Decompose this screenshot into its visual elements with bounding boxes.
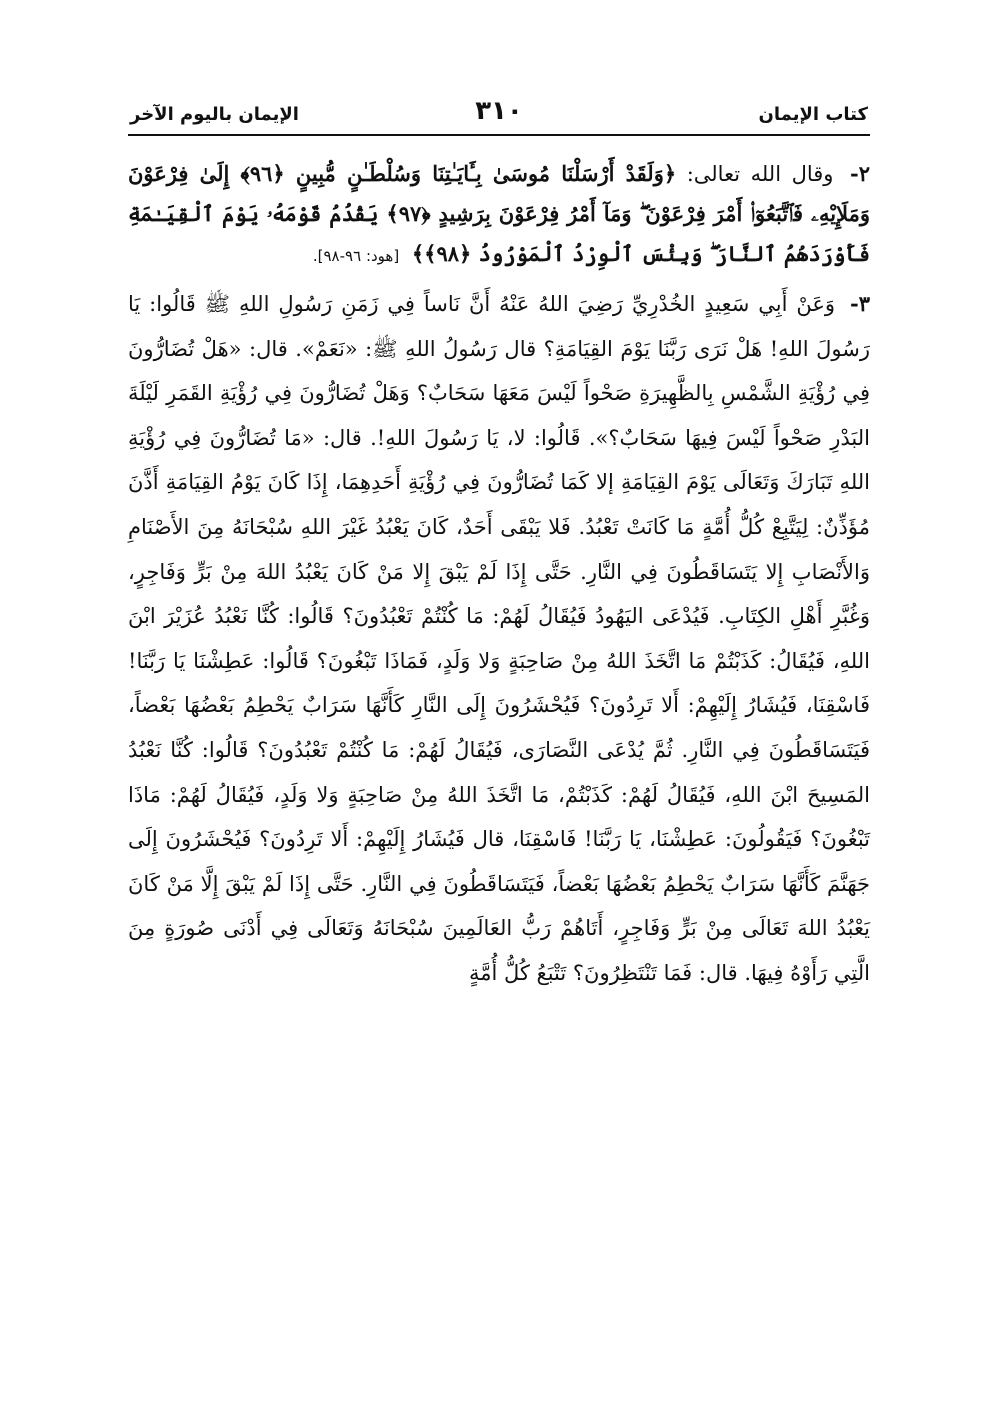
page-body: [128, 154, 870, 996]
paragraph-quran: [128, 154, 870, 276]
book-page: [128, 92, 870, 1362]
verse-reference: [هود: ٩٦-٩٨].: [312, 247, 400, 265]
page-number: ٣١٠: [475, 96, 523, 126]
paragraph-hadith: [128, 282, 870, 996]
paragraph-number: ٢-: [849, 161, 870, 186]
header-divider: [128, 134, 870, 136]
chapter-title: الإيمان باليوم الآخر: [130, 104, 299, 125]
page-header: [128, 92, 870, 136]
book-title: كتاب الإيمان: [758, 104, 868, 125]
paragraph-lead: وقال الله تعالى:: [686, 162, 834, 186]
paragraph-number: ٣-: [849, 291, 870, 316]
hadith-text: وَعَنْ أَبِي سَعِيدٍ الخُدْرِيِّ رَضِيَ اللهُ عَنْهُ أَنَّ نَاساً فِي زَمَنِ رَسُولِ اللهِ ﷺ قَالُوا: يَا رَسُولَ اللهِ! هَلْ نَرَى رَبَّنَا يَوْمَ القِيَامَةِ؟ قال رَسُولُ اللهِ ﷺ: «نَعَمْ». قال: «هَلْ تُضَارُّونَ فِي رُؤْيَةِ الشَّمْسِ بِالظَّهِيرَةِ صَحْواً لَيْسَ مَعَهَا سَحَابٌ؟ وَهَلْ تُضَارُّونَ فِي رُؤْيَةِ القَمَرِ لَيْلَةَ البَدْرِ صَحْواً لَيْسَ فِيهَا سَحَابٌ؟». قَالُوا: لا، يَا رَسُولَ اللهِ!. قال: «مَا تُضَارُّونَ فِي رُؤْيَةِ اللهِ تَبَارَكَ وَتَعَالَى يَوْمَ القِيَامَةِ إلا كَمَا تُضَارُّونَ فِي رُؤْيَةِ أَحَدِهِمَا، إِذَا كَانَ يَوْمُ القِيَامَةِ أَذَّنَ مُؤَذِّنٌ: لِيَتَّبِعْ كُلُّ أُمَّةٍ مَا كَانَتْ تَعْبُدُ. فَلا يَبْقَى أَحَدٌ، كَانَ يَعْبُدُ غَيْرَ اللهِ سُبْحَانَهُ مِنَ الأَصْنَامِ وَالأَنْصَابِ إِلا يَتَسَاقَطُونَ فِي النَّارِ. حَتَّى إِذَا لَمْ يَبْقَ إِلا مَنْ كَانَ يَعْبُدُ اللهَ مِنْ بَرٍّ وَفَاجِرٍ، وَغُبَّرِ أَهْلِ الكِتَابِ. فَيُدْعَى اليَهُودُ فَيُقَالُ لَهُمْ: مَا كُنْتُمْ تَعْبُدُونَ؟ قَالُوا: كُنَّا نَعْبُدُ عُزَيْرَ ابْنَ اللهِ، فَيُقَالُ: كَذَبْتُمْ مَا اتَّخَذَ اللهُ مِنْ صَاحِبَةٍ وَلا وَلَدٍ، فَمَاذَا تَبْغُونَ؟ قَالُوا: عَطِشْنَا يَا رَبَّنَا! فَاسْقِنَا، فَيُشَارُ إِلَيْهِمْ: أَلا تَرِدُونَ؟ فَيُحْشَرُونَ إِلَى النَّارِ كَأَنَّهَا سَرَابٌ يَحْطِمُ بَعْضُهَا بَعْضاً، فَيَتَسَاقَطُونَ فِي النَّارِ. ثُمَّ يُدْعَى النَّصَارَى، فَيُقَالُ لَهُمْ: مَا كُنْتُمْ تَعْبُدُونَ؟ قَالُوا: كُنَّا نَعْبُدُ المَسِيحَ ابْنَ اللهِ، فَيُقَالُ لَهُمْ: كَذَبْتُمْ، مَا اتَّخَذَ اللهُ مِنْ صَاحِبَةٍ وَلا وَلَدٍ، فَيُقَالُ لَهُمْ: مَاذَا تَبْغُونَ؟ فَيَقُولُونَ: عَطِشْنَا، يَا رَبَّنَا! فَاسْقِنَا، قال فَيُشَارُ إِلَيْهِمْ: أَلا تَرِدُونَ؟ فَيُحْشَرُونَ إِلَى جَهَنَّمَ كَأَنَّهَا سَرَابٌ يَحْطِمُ بَعْضُهَا بَعْضاً، فَيَتَسَاقَطُونَ فِي النَّارِ. حَتَّى إِذَا لَمْ يَبْقَ إِلَّا مَنْ كَانَ يَعْبُدُ اللهَ تَعَالَى مِنْ بَرٍّ وَفَاجِرٍ، أَتَاهُمْ رَبُّ العَالَمِينَ سُبْحَانَهُ وَتَعَالَى فِي أَدْنَى صُورَةٍ مِنَ الَّتِي رَأَوْهُ فِيهَا. قال: فَمَا تَنْتَظِرُونَ؟ تَتْبَعُ كُلُّ أُمَّةٍ: [128, 292, 871, 985]
quran-verse: ﴿وَلَقَدْ أَرْسَلْنَا مُوسَىٰ بِـَٔايَـٰتِنَا وَسُلْطَـٰنٍ مُّبِينٍ ﴿٩٦﴾ إِلَىٰ فِرْعَوْنَ وَمَلَإِيْهِۦ فَٱتَّبَعُوٓا۟ أَمْرَ فِرْعَوْنَ ۖ وَمَآ أَمْرُ فِرْعَوْنَ بِرَشِيدٍ ﴿٩٧﴾ يَقْدُمُ قَوْمَهُۥ يَوْمَ ٱلْقِيَـٰمَةِ فَأَوْرَدَهُمُ ٱلنَّارَ ۖ وَبِئْسَ ٱلْوِرْدُ ٱلْمَوْرُودُ ﴿٩٨﴾﴾: [128, 161, 870, 266]
